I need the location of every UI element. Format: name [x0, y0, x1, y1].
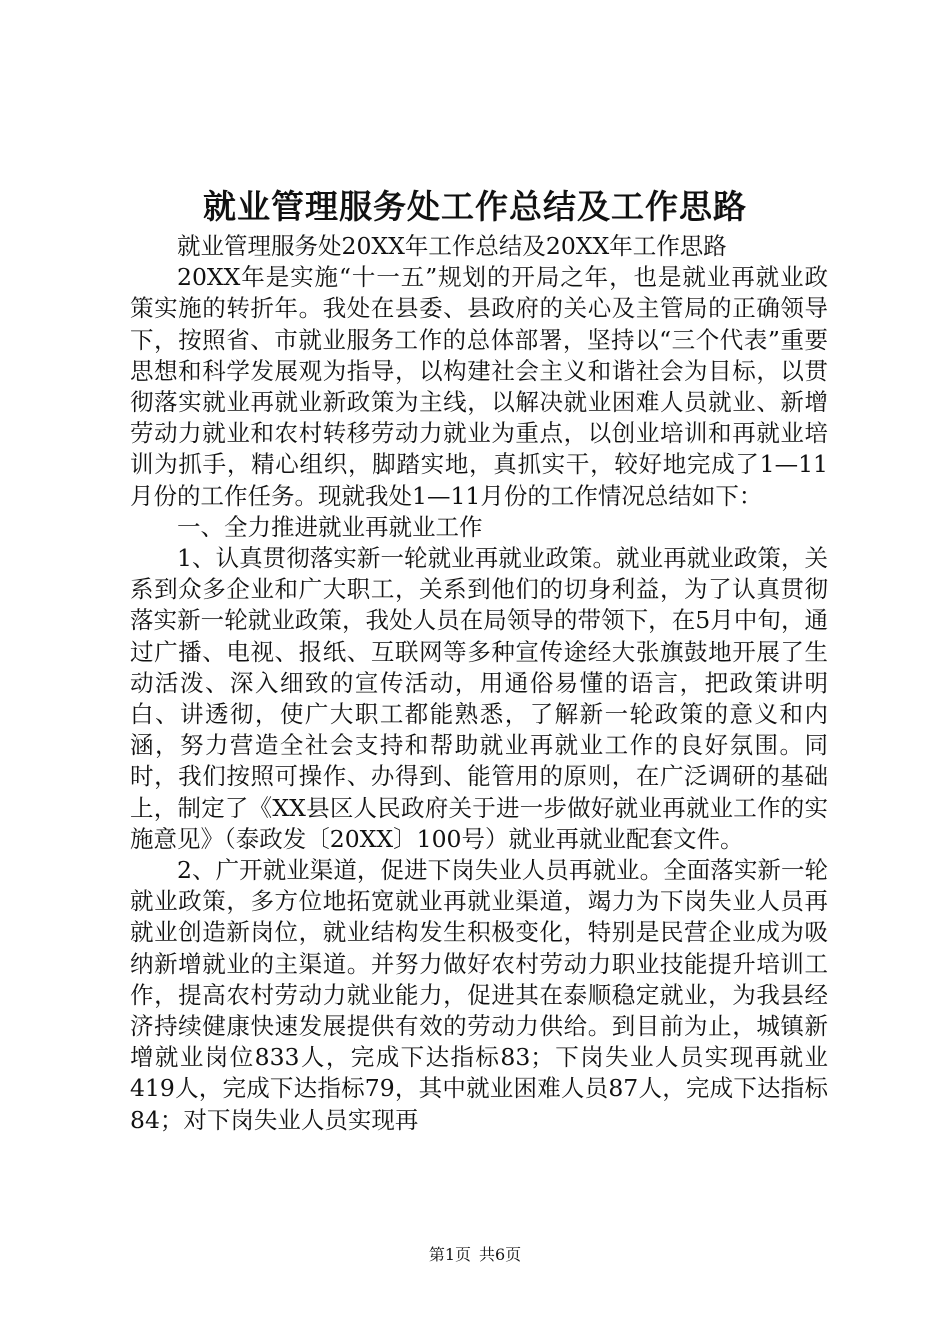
document-title: 就业管理服务处工作总结及工作思路	[203, 187, 747, 226]
body-paragraph: 2、广开就业渠道，促进下岗失业人员再就业。全面落实新一轮就业政策，多方位地拓宽就业再就业渠道，竭力为下岗失业人员再就业创造新岗位，就业结构发生积极变化，特别是民营企业成为吸纳新增就业的主渠道。并努力做好农村劳动力职业技能提升培训工作，提高农村劳动力就业能力，促进其在泰顺稳定就业，为我县经济持续健康快速发展提供有效的劳动力供给。到目前为止，城镇新增就业岗位833人，完成下达指标83；下岗失业人员实现再就业419人，完成下达指标79，其中就业困难人员87人，完成下达指标84；对下岗失业人员实现再	[130, 856, 828, 1134]
page-total: 共6页	[479, 1245, 522, 1264]
page-number: 第1页	[428, 1245, 471, 1264]
section-heading: 一、全力推进就业再就业工作	[177, 512, 483, 541]
document-body	[130, 231, 828, 1136]
intro-paragraph: 20XX年是实施“十一五”规划的开局之年，也是就业再就业政策实施的转折年。我处在县委、县政府的关心及主管局的正确领导下，按照省、市就业服务工作的总体部署，坚持以“三个代表”重要思想和科学发展观为指导，以构建社会主义和谐社会为目标，以贯彻落实就业再就业新政策为主线，以解决就业困难人员就业、新增劳动力就业和农村转移劳动力就业为重点，以创业培训和再就业培训为抓手，精心组织，脚踏实地，真抓实干，较好地完成了1—11月份的工作任务。现就我处1—11月份的工作情况总结如下：	[130, 263, 828, 510]
body-paragraph: 1、认真贯彻落实新一轮就业再就业政策。就业再就业政策，关系到众多企业和广大职工，关系到他们的切身利益，为了认真贯彻落实新一轮就业政策，我处人员在局领导的带领下，在5月中旬，通过广播、电视、报纸、互联网等多种宣传途经大张旗鼓地开展了生动活泼、深入细致的宣传活动，用通俗易懂的语言，把政策讲明白、讲透彻，使广大职工都能熟悉，了解新一轮政策的意义和内涵，努力营造全社会支持和帮助就业再就业工作的良好氛围。同时，我们按照可操作、办得到、能管用的原则，在广泛调研的基础上，制定了《XX县区人民政府关于进一步做好就业再就业工作的实施意见》（泰政发〔20XX〕100号）就业再就业配套文件。	[130, 544, 828, 853]
subtitle-paragraph: 就业管理服务处20XX年工作总结及20XX年工作思路	[177, 232, 727, 260]
page-footer	[0, 1244, 950, 1266]
